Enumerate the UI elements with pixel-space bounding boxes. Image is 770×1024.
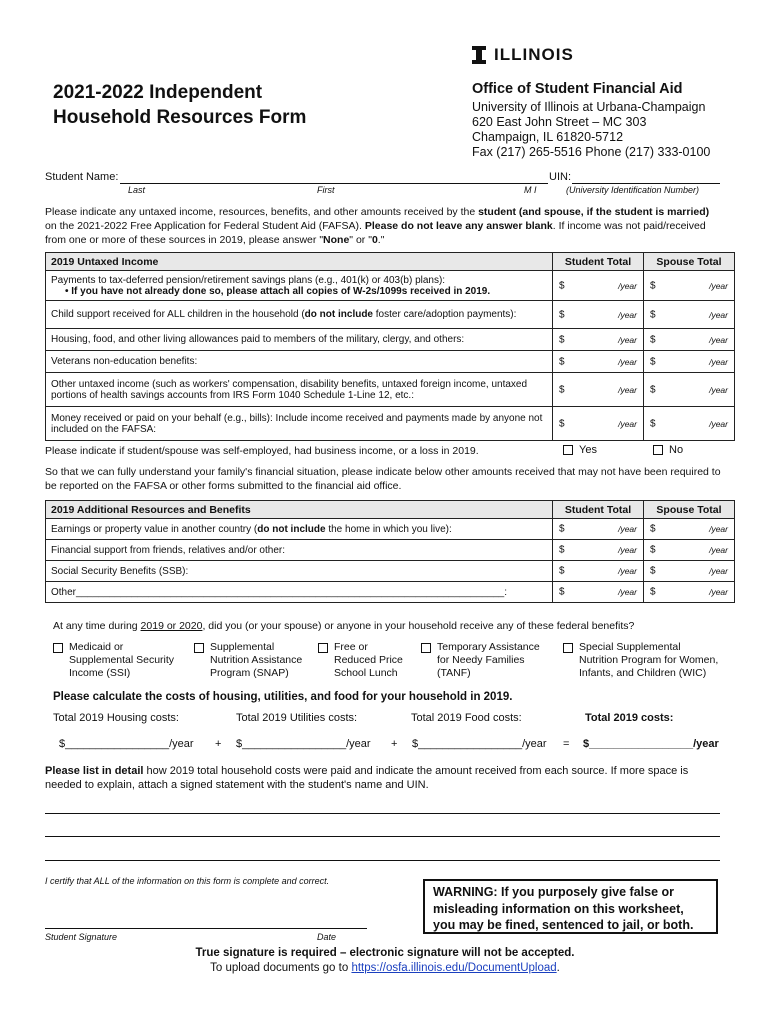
detail-line-3[interactable] [45, 860, 720, 861]
row-money-received-label: Money received or paid on your behalf (e.g., bills): Include income received and payments made by anyone not included on the FAFSA: [46, 407, 553, 441]
warning-box: WARNING: If you purposely give false or misleading information on this worksheet, you may be fined, sentenced to jail, or both. [423, 879, 718, 934]
per-year-label: /year [618, 280, 637, 291]
intro-text-4: " or " [349, 234, 372, 246]
spouse-amount-field[interactable] [644, 519, 735, 540]
benefits-question-text: At any time during [53, 620, 141, 632]
currency-sign: $ [559, 586, 565, 598]
benefit-tanf[interactable] [421, 641, 540, 680]
office-line1: University of Illinois at Urbana-Champaign [472, 100, 706, 114]
uin-sublabel: (University Identification Number) [566, 185, 700, 195]
row-other-untaxed-label: Other untaxed income (such as workers' compensation, disability benefits, untaxed foreign income, untaxed portions of health savings accounts from IRS Form 1040 Schedule 1-Line 12, etc.: [46, 373, 553, 407]
per-year-label: /year [709, 356, 728, 367]
costs-heading: Please calculate the costs of housing, utilities, and food for your household in 2019. [53, 691, 513, 703]
student-amount-field[interactable] [553, 373, 644, 407]
checkbox-yes[interactable] [563, 445, 573, 455]
checkbox-school-lunch[interactable] [318, 643, 328, 653]
row-child-support-text-2: foster care/adoption payments): [373, 309, 517, 320]
form-title [53, 80, 306, 130]
intro-none: None [323, 234, 350, 246]
uin-label: UIN: [549, 171, 571, 183]
table-row [46, 561, 735, 582]
intro-bold-2: Please do not leave any answer blank [364, 220, 553, 232]
student-amount-field[interactable] [553, 351, 644, 373]
per-year-label: /year [618, 334, 637, 345]
student-signature-label: Student Signature [45, 932, 118, 942]
spouse-total-header: Spouse Total [644, 501, 735, 519]
lunch-line2: Reduced Price [334, 654, 403, 666]
detail-line-2[interactable] [45, 836, 720, 837]
currency-sign: $ [650, 309, 656, 320]
per-year-label: /year [618, 587, 637, 597]
office-line4: Fax (217) 265-5516 Phone (217) 333-0100 [472, 145, 711, 159]
no-label: No [669, 444, 684, 456]
row-foreign-earnings-bold: do not include [257, 523, 326, 535]
currency-sign: $ [650, 280, 656, 291]
table-row [46, 329, 735, 351]
student-amount-field[interactable] [553, 407, 644, 441]
housing-costs-label: Total 2019 Housing costs: [53, 712, 179, 724]
food-costs-field[interactable]: $_________________/year [412, 738, 547, 750]
signature-requirement: True signature is required – electronic signature will not be accepted. [195, 947, 575, 959]
spouse-amount-field[interactable] [644, 351, 735, 373]
currency-sign: $ [559, 384, 565, 395]
wic-line1: Special Supplemental [579, 641, 681, 653]
checkbox-tanf[interactable] [421, 643, 431, 653]
signature-line[interactable] [45, 928, 367, 929]
benefits-question-text-2: , did you (or your spouse) or anyone in your household receive any of these federal benefits? [202, 620, 635, 632]
currency-sign: $ [650, 523, 656, 535]
currency-sign: $ [559, 309, 565, 320]
wic-line2: Nutrition Program for Women, [579, 654, 719, 666]
row-child-support-label [46, 301, 553, 329]
currency-sign: $ [650, 334, 656, 345]
self-employed-yes[interactable] [563, 444, 597, 456]
checkbox-snap[interactable] [194, 643, 204, 653]
student-amount-field[interactable] [553, 329, 644, 351]
student-name-label: Student Name: [45, 171, 119, 183]
table-row [46, 582, 735, 603]
yes-label: Yes [579, 444, 597, 456]
benefit-programs [53, 641, 743, 685]
row-foreign-earnings-text-2: the home in which you live): [325, 523, 452, 535]
benefits-question [53, 620, 634, 632]
food-costs-label: Total 2019 Food costs: [411, 712, 522, 724]
row-housing-allowance-label: Housing, food, and other living allowances paid to members of the military, clergy, and others: [46, 329, 553, 351]
upload-instructions [0, 962, 770, 974]
row-foreign-earnings-label [46, 519, 553, 540]
uin-field[interactable] [572, 183, 720, 184]
form-title-line2: Household Resources Form [53, 107, 307, 128]
ssi-line1: Medicaid or [69, 641, 124, 653]
ssi-line3: Income (SSI) [69, 667, 131, 679]
checkbox-wic[interactable] [563, 643, 573, 653]
table-row [46, 407, 735, 441]
upload-link[interactable]: https://osfa.illinois.edu/DocumentUpload [351, 962, 557, 974]
per-year-label: /year [618, 418, 637, 429]
spouse-amount-field[interactable] [644, 329, 735, 351]
per-year-label: /year [709, 587, 728, 597]
per-year-label: /year [618, 309, 637, 320]
checkbox-ssi[interactable] [53, 643, 63, 653]
currency-sign: $ [650, 565, 656, 577]
mi-sublabel: M I [524, 185, 537, 195]
spouse-amount-field[interactable] [644, 540, 735, 561]
row-foreign-earnings-text: Earnings or property value in another country ( [51, 523, 258, 535]
row-retirement-note-text: If you have not already done so, please attach all copies of W-2s/1099s received in 2019. [71, 285, 491, 297]
student-amount-field[interactable] [553, 561, 644, 582]
table-row [46, 540, 735, 561]
block-i-icon [472, 46, 486, 64]
tanf-line3: (TANF) [437, 667, 471, 679]
spouse-amount-field[interactable] [644, 271, 735, 301]
checkbox-no[interactable] [653, 445, 663, 455]
currency-sign: $ [559, 334, 565, 345]
snap-line3: Program (SNAP) [210, 667, 289, 679]
per-year-label: /year [618, 545, 637, 555]
student-amount-field[interactable] [553, 301, 644, 329]
student-amount-field[interactable] [553, 582, 644, 603]
currency-sign: $ [650, 544, 656, 556]
benefit-ssi[interactable] [53, 641, 174, 680]
tanf-line1: Temporary Assistance [437, 641, 540, 653]
currency-sign: $ [559, 544, 565, 556]
illinois-logo [472, 45, 574, 65]
date-label: Date [317, 932, 337, 942]
student-amount-field[interactable] [553, 271, 644, 301]
currency-sign: $ [650, 384, 656, 395]
row-retirement-label [46, 271, 553, 301]
row-child-support-bold: do not include [304, 309, 373, 320]
intro-bold-1: student (and spouse, if the student is married) [478, 206, 710, 218]
detail-line-1[interactable] [45, 813, 720, 814]
snap-line2: Nutrition Assistance [210, 654, 303, 666]
detail-text: how 2019 total household costs were paid and indicate the amount received from each source. If more space is needed to explain, attach a signed statement with the student's name and UIN. [45, 765, 689, 791]
logo-text: ILLINOIS [494, 45, 574, 64]
tanf-line2: for Needy Families [437, 654, 525, 666]
total-costs-label: Total 2019 costs: [585, 712, 674, 724]
plus-sign: + [391, 738, 398, 750]
per-year-label: /year [709, 418, 728, 429]
office-name: Office of Student Financial Aid [472, 81, 683, 97]
currency-sign: $ [650, 418, 656, 429]
student-name-field[interactable] [120, 183, 548, 184]
per-year-label: /year [709, 334, 728, 345]
form-title-line1: 2021-2022 Independent [53, 82, 263, 103]
untaxed-income-header: 2019 Untaxed Income [46, 253, 553, 271]
row-retirement-note: • If you have not already done so, please attach all copies of W-2s/1099s received in 2019. [65, 285, 491, 297]
intro-zero: 0 [371, 234, 378, 246]
per-year-label: /year [709, 545, 728, 555]
additional-resources-header: 2019 Additional Resources and Benefits [46, 501, 553, 519]
plus-sign: + [215, 738, 222, 750]
per-year-label: /year [709, 524, 728, 534]
additional-intro-paragraph: So that we can fully understand your family's financial situation, please indicate below other amounts received that may not have been required to be reported on the FAFSA or other forms submitted to the financial aid office. [45, 466, 721, 492]
untaxed-income-table [45, 252, 735, 441]
row-financial-support-label: Financial support from friends, relatives and/or other: [46, 540, 553, 561]
per-year-label: /year [618, 384, 637, 395]
row-other-label[interactable]: Other_____________________________________________________________________________: [46, 582, 553, 603]
benefit-wic[interactable] [563, 641, 718, 680]
currency-sign: $ [650, 586, 656, 598]
intro-text-5: ." [377, 234, 385, 246]
detail-paragraph [45, 764, 725, 792]
housing-costs-field[interactable]: $_________________/year [59, 738, 194, 750]
office-address [472, 82, 710, 160]
spouse-amount-field[interactable] [644, 407, 735, 441]
table-row [46, 373, 735, 407]
detail-bold: Please list in detail [45, 765, 144, 777]
student-total-header: Student Total [553, 253, 644, 271]
certify-statement: I certify that ALL of the information on this form is complete and correct. [45, 876, 330, 886]
per-year-label: /year [618, 356, 637, 367]
utilities-costs-field[interactable]: $_________________/year [236, 738, 371, 750]
per-year-label: /year [618, 566, 637, 576]
first-sublabel: First [317, 185, 335, 195]
currency-sign: $ [650, 356, 656, 367]
self-employed-question: Please indicate if student/spouse was self-employed, had business income, or a loss in 2019. [45, 445, 479, 457]
spouse-amount-field[interactable] [644, 373, 735, 407]
row-social-security-label: Social Security Benefits (SSB): [46, 561, 553, 582]
snap-line1: Supplemental [210, 641, 275, 653]
intro-text-1: Please indicate any untaxed income, resources, benefits, and other amounts received by the [45, 206, 479, 218]
currency-sign: $ [559, 356, 565, 367]
additional-resources-table [45, 500, 735, 603]
per-year-label: /year [709, 566, 728, 576]
student-total-header: Student Total [553, 501, 644, 519]
upload-period: . [556, 962, 560, 974]
spouse-total-header: Spouse Total [644, 253, 735, 271]
benefit-school-lunch[interactable] [318, 641, 403, 680]
per-year-label: /year [709, 384, 728, 395]
last-sublabel: Last [128, 185, 146, 195]
currency-sign: $ [559, 523, 565, 535]
table-row [46, 351, 735, 373]
upload-text: To upload documents go to [210, 962, 352, 974]
spouse-amount-field[interactable] [644, 582, 735, 603]
currency-sign: $ [559, 565, 565, 577]
table-header-row [46, 253, 735, 271]
table-row [46, 301, 735, 329]
intro-text-2: on the 2021-2022 Free Application for Federal Student Aid (FAFSA). [45, 220, 365, 232]
lunch-line1: Free or [334, 641, 368, 653]
row-retirement-text: Payments to tax-deferred pension/retirement savings plans (e.g., 401(k) or 403(b) plans): [51, 274, 446, 286]
benefit-snap[interactable] [194, 641, 302, 680]
table-header-row [46, 501, 735, 519]
spouse-amount-field[interactable] [644, 301, 735, 329]
student-amount-field[interactable] [553, 519, 644, 540]
lunch-line3: School Lunch [334, 667, 398, 679]
ssi-line2: Supplemental Security [69, 654, 175, 666]
office-line3: Champaign, IL 61820-5712 [472, 130, 624, 144]
equals-sign: = [563, 738, 570, 750]
office-line2: 620 East John Street – MC 303 [472, 115, 647, 129]
self-employed-no[interactable] [653, 444, 683, 456]
table-row [46, 519, 735, 540]
wic-line3: Infants, and Children (WIC) [579, 667, 707, 679]
table-row [46, 271, 735, 301]
per-year-label: /year [618, 524, 637, 534]
benefits-question-years: 2019 or 2020 [140, 620, 203, 632]
per-year-label: /year [709, 309, 728, 320]
row-child-support-text: Child support received for ALL children in the household ( [51, 309, 305, 320]
intro-paragraph [45, 205, 720, 247]
spouse-amount-field[interactable] [644, 561, 735, 582]
currency-sign: $ [559, 418, 565, 429]
per-year-label: /year [709, 280, 728, 291]
student-amount-field[interactable] [553, 540, 644, 561]
currency-sign: $ [559, 280, 565, 291]
intro-text-3: . If income was not paid/received from one or more of these sources in 2019, please answer " [45, 220, 706, 246]
row-veterans-label: Veterans non-education benefits: [46, 351, 553, 373]
total-costs-field[interactable]: $_________________/year [583, 738, 719, 750]
utilities-costs-label: Total 2019 Utilities costs: [236, 712, 358, 724]
